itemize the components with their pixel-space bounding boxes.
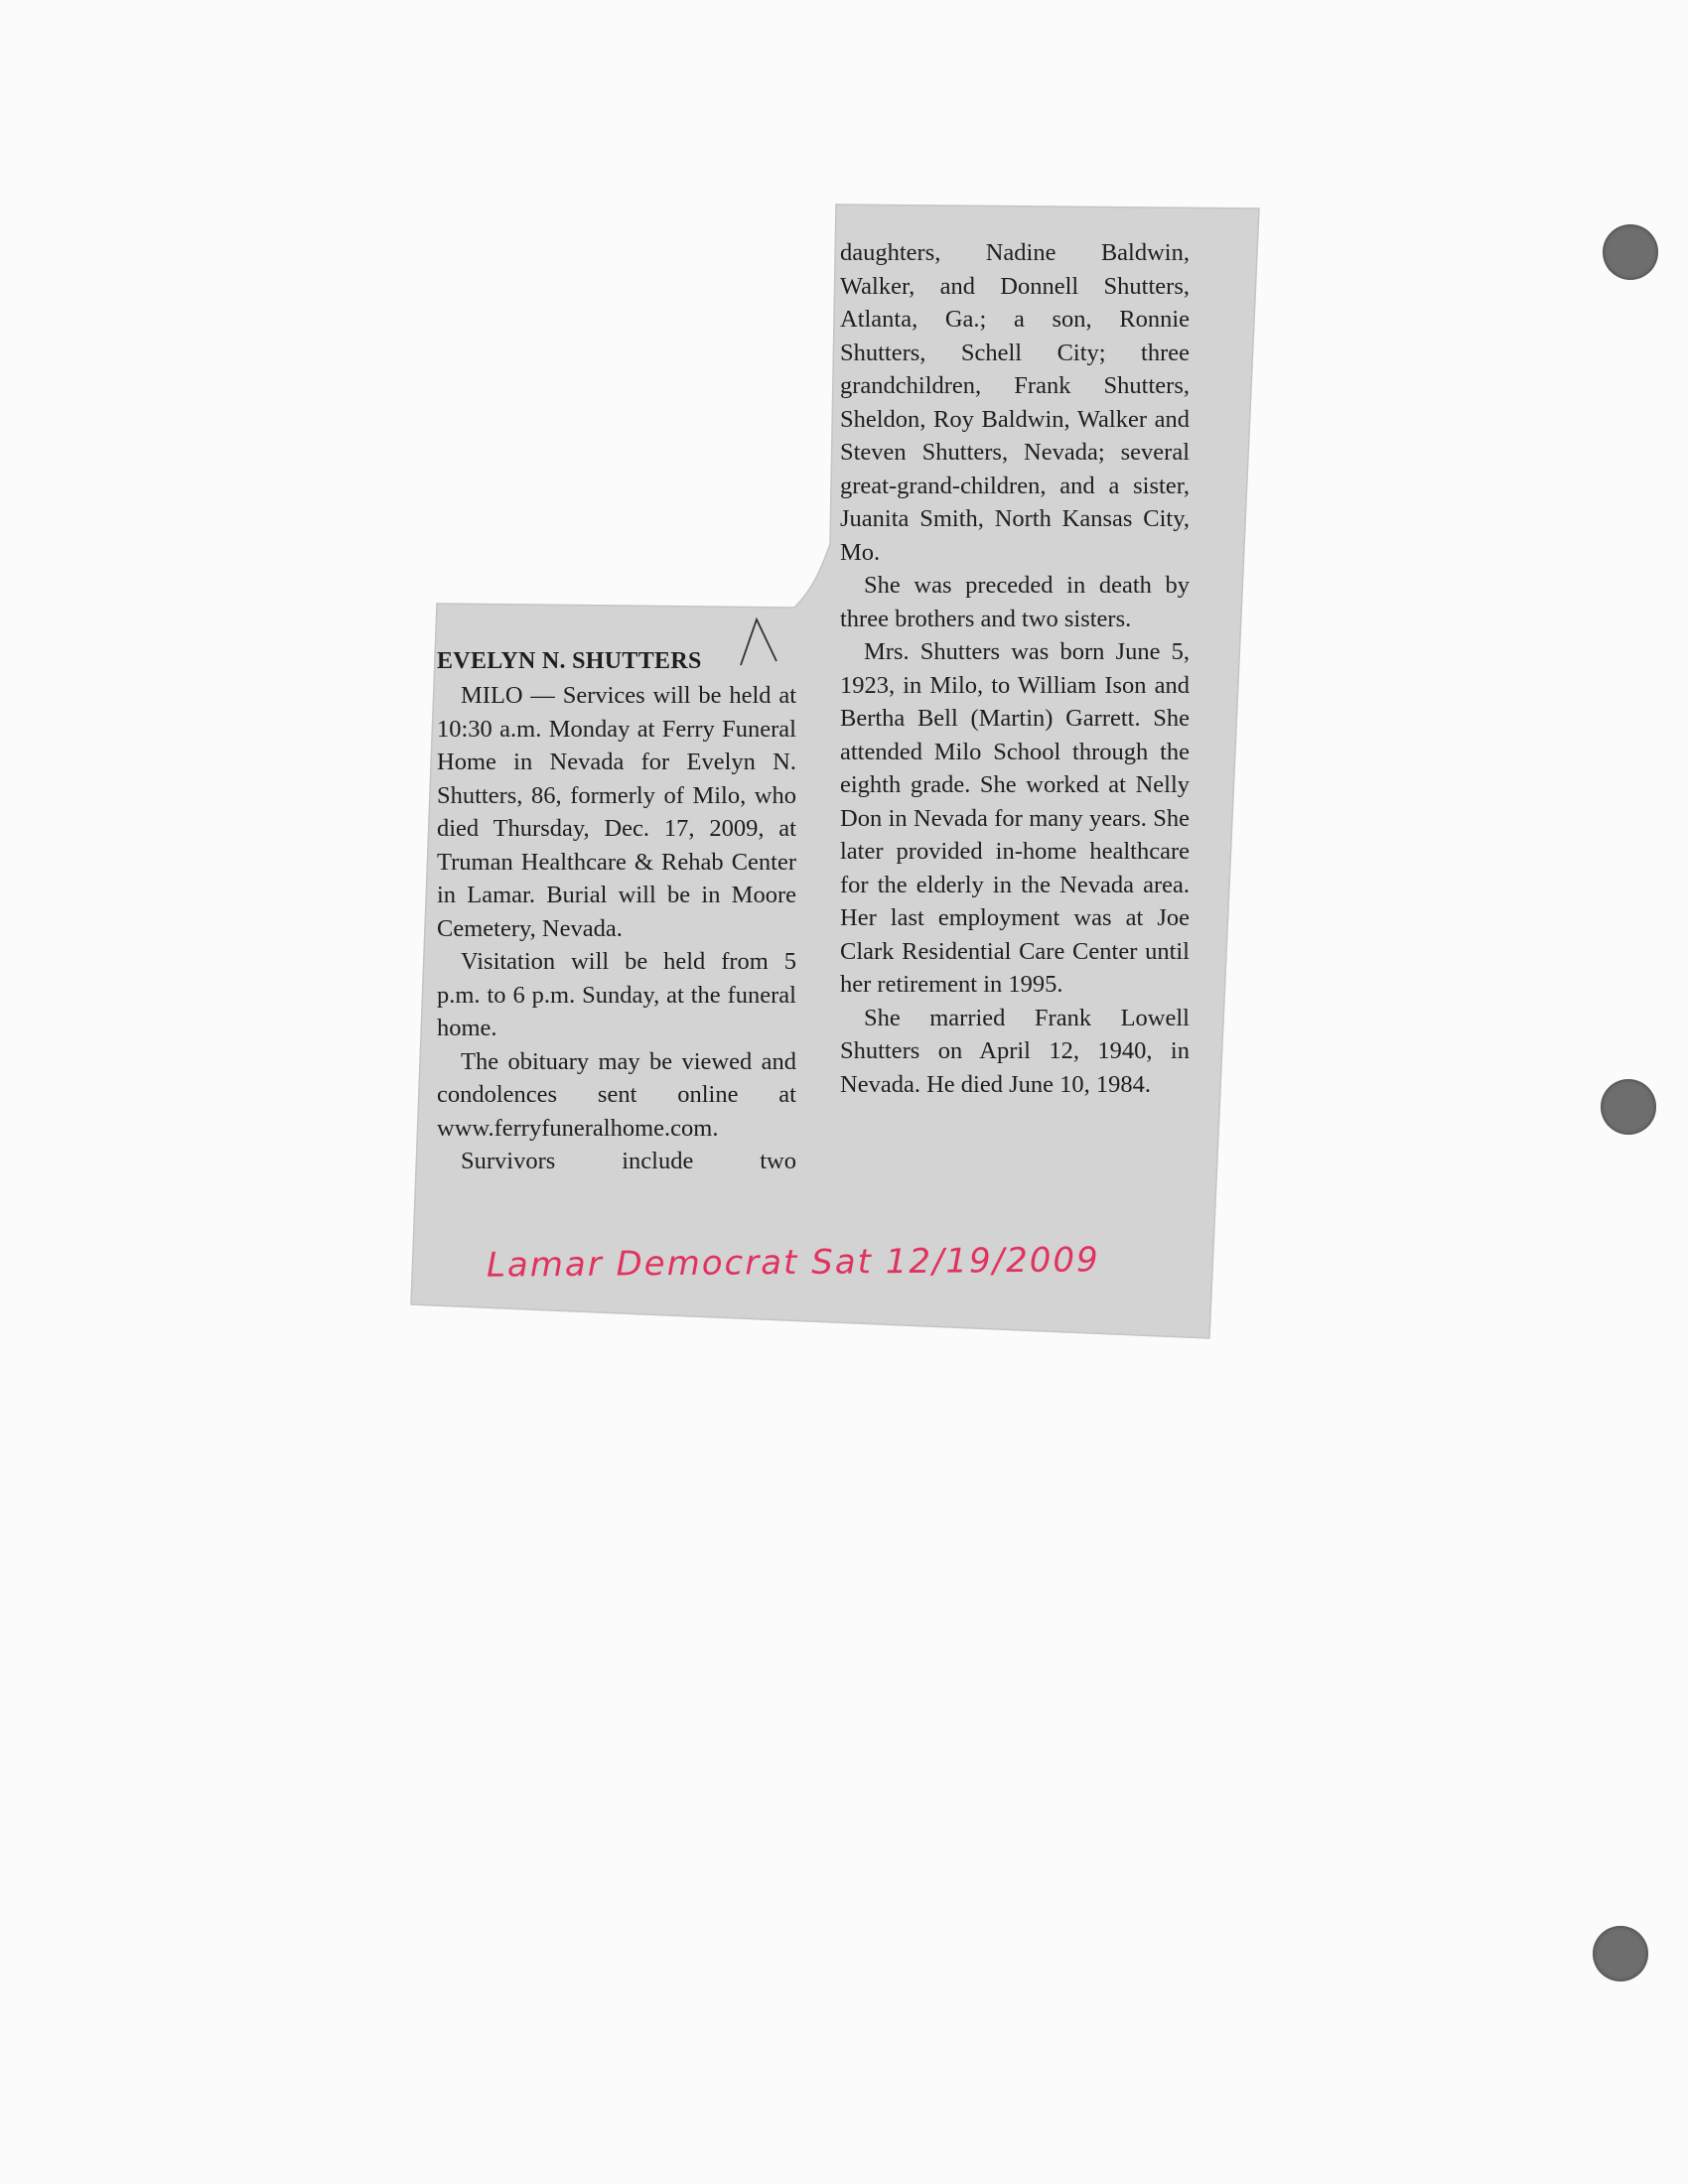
obituary-paragraph: Visitation will be held from 5 p.m. to 6 p.m. Sunday, at the funeral home. — [437, 948, 796, 1041]
obituary-paragraph: She married Frank Lowell Shutters on April 12, 1940, in Nevada. He died June 10, 1984. — [840, 1004, 1190, 1098]
obituary-paragraph: Survivors include two — [461, 1148, 796, 1174]
obituary-paragraph: The obituary may be viewed and condolences sent online at www.ferryfuneralhome.com. — [437, 1047, 796, 1142]
handwritten-source-note: Lamar Democrat Sat 12/19/2009 — [486, 1240, 1100, 1286]
obituary-paragraph: She was preceded in death by three brothers and two sisters. — [840, 572, 1190, 632]
obituary-paragraph: daughters, Nadine Baldwin, Walker, and Donnell Shutters, Atlanta, Ga.; a son, Ronnie Shutters, Schell City; three grandchildren, Frank Shutters, Sheldon, Roy Baldwin, Walker and Steven Shutters, Nevada; several great-grand-children, and a sister, Juanita Smith, North Kansas City, Mo. — [840, 239, 1190, 566]
obituary-headline: EVELYN N. SHUTTERS — [437, 648, 702, 674]
obituary-paragraph: MILO — Services will be held at 10:30 a.m. Monday at Ferry Funeral Home in Nevada for Evelyn N. Shutters, 86, formerly of Milo, who died Thursday, Dec. 17, 2009, at Truman Healthcare & Rehab Center in Lamar. Burial will be in Moore Cemetery, Nevada. — [437, 682, 796, 942]
obituary-right-column — [840, 236, 1190, 1101]
obituary-left-column — [437, 643, 796, 1178]
obituary-paragraph: Mrs. Shutters was born June 5, 1923, in Milo, to William Ison and Bertha Bell (Martin) Garrett. She attended Milo School through the eighth grade. She worked at Nelly Don in Nevada for many years. She later provided in-home healthcare for the elderly in the Nevada area. Her last employment was at Joe Clark Residential Care Center until her retirement in 1995. — [840, 638, 1190, 998]
